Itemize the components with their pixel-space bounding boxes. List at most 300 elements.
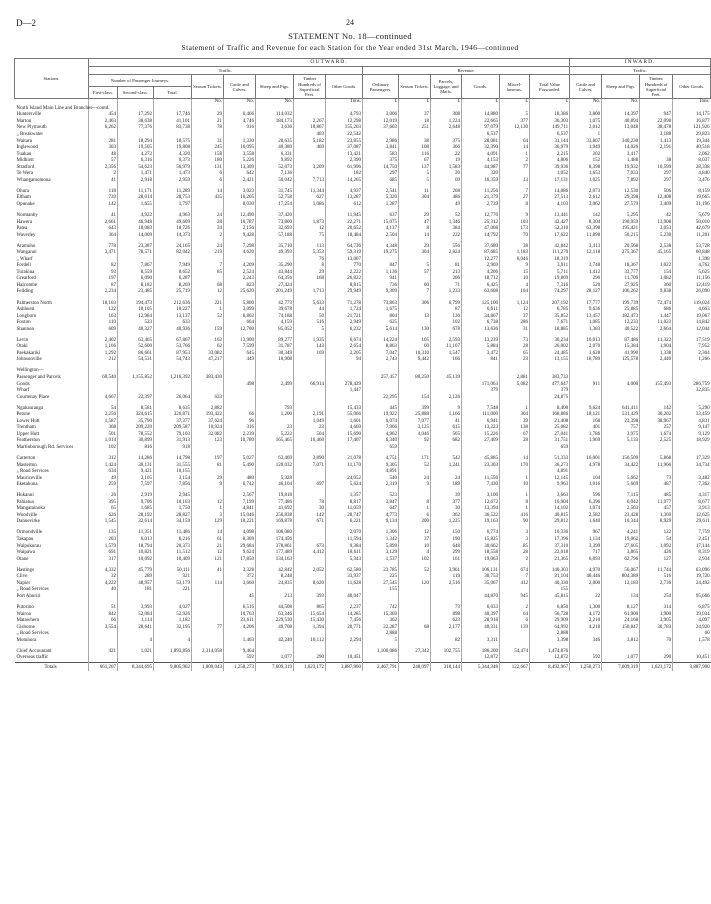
value-cell: 26,822 bbox=[326, 276, 363, 283]
value-cell: 47,217 bbox=[192, 357, 224, 364]
value-cell: 82 bbox=[431, 638, 462, 645]
value-cell: 81 bbox=[192, 463, 224, 470]
station-name: Overseas traffic bbox=[16, 655, 49, 661]
value-cell: 19,505 bbox=[118, 145, 154, 152]
total-cell: 1,258,273 bbox=[570, 662, 602, 671]
value-cell: 14 bbox=[500, 145, 530, 152]
value-cell: 110 bbox=[89, 320, 118, 327]
totals-label: Totals bbox=[15, 662, 89, 671]
value-cell: 2,012 bbox=[570, 125, 602, 132]
value-cell: 8,815 bbox=[326, 283, 363, 290]
value-cell: 4,159 bbox=[256, 320, 294, 327]
value-cell: 37,624 bbox=[192, 419, 224, 426]
value-cell: 28,338 bbox=[673, 165, 711, 172]
value-cell: 520 bbox=[570, 283, 602, 290]
value-cell: 119 bbox=[431, 574, 462, 581]
value-cell: 209,220 bbox=[118, 425, 154, 432]
value-cell: 4,840 bbox=[673, 171, 711, 178]
value-cell: 44 bbox=[294, 307, 326, 314]
value-cell: 6,516 bbox=[224, 605, 256, 612]
value-cell: 52,600 bbox=[118, 344, 154, 351]
value-cell: 142 bbox=[294, 513, 326, 520]
value-cell: 4,963 bbox=[154, 213, 192, 220]
value-cell: 22,018 bbox=[530, 550, 570, 557]
value-cell: 592 bbox=[570, 655, 602, 662]
value-cell: 52 bbox=[431, 213, 462, 220]
value-cell: 516 bbox=[294, 320, 326, 327]
value-cell: 104 bbox=[570, 476, 602, 483]
value-cell: 20 bbox=[431, 171, 462, 178]
value-cell: 945 bbox=[500, 594, 530, 601]
value-cell: 685 bbox=[363, 178, 399, 185]
header-ordinary-passengers: Ordinary Passengers. bbox=[363, 75, 399, 99]
value-cell: 1,447 bbox=[640, 314, 673, 321]
header-cattle: Cattle and Calves. bbox=[224, 75, 256, 99]
value-cell: 1,021 bbox=[118, 649, 154, 656]
value-cell: 1,537 bbox=[363, 557, 399, 564]
value-cell bbox=[500, 655, 530, 662]
total-cell: 3,887,900 bbox=[326, 662, 363, 671]
value-cell: 49 bbox=[431, 202, 462, 209]
value-cell: 1,134 bbox=[570, 537, 602, 544]
value-cell: 633 bbox=[192, 395, 224, 402]
value-cell: 2,239 bbox=[224, 432, 256, 439]
value-cell: 29 bbox=[399, 244, 431, 251]
value-cell: 13,421 bbox=[326, 152, 363, 159]
value-cell: 17,746 bbox=[154, 112, 192, 119]
value-cell: 384 bbox=[431, 226, 462, 233]
value-cell: 2,743 bbox=[363, 357, 399, 364]
value-cell: 169 bbox=[294, 351, 326, 358]
station-name: Ormondville bbox=[16, 530, 43, 536]
value-cell: 52 bbox=[399, 568, 431, 575]
value-cell: 52,758 bbox=[256, 195, 294, 202]
value-cell: 19,808 bbox=[154, 145, 192, 152]
value-cell: 6,425 bbox=[462, 283, 500, 290]
value-cell: 17,396 bbox=[530, 537, 570, 544]
value-cell: 52 bbox=[399, 463, 431, 470]
value-cell: 32,082 bbox=[192, 432, 224, 439]
value-cell: 5,082 bbox=[500, 382, 530, 389]
value-cell: 3,209 bbox=[294, 165, 326, 172]
unit-cell: No. bbox=[192, 99, 224, 106]
value-cell: 6,287 bbox=[154, 276, 192, 283]
value-cell: 46,104 bbox=[256, 482, 294, 489]
value-cell: 12,298 bbox=[326, 119, 363, 126]
value-cell: 7,713 bbox=[294, 178, 326, 185]
value-cell: 1,547 bbox=[431, 351, 462, 358]
value-cell: 66 bbox=[89, 618, 118, 625]
value-cell: 53,179 bbox=[154, 581, 192, 588]
value-cell: 691 bbox=[89, 550, 118, 557]
unit-cell: £ bbox=[462, 99, 500, 106]
value-cell: 321 bbox=[154, 574, 192, 581]
value-cell: 170 bbox=[500, 463, 530, 470]
value-cell: 314 bbox=[640, 605, 673, 612]
value-cell: 5,343 bbox=[326, 557, 363, 564]
value-cell: 25,719 bbox=[154, 289, 192, 296]
value-cell: 33,459 bbox=[673, 412, 711, 419]
total-cell: 7,609,319 bbox=[602, 662, 640, 671]
value-cell: 60 bbox=[399, 344, 431, 351]
value-cell: 222 bbox=[431, 233, 462, 240]
value-cell: 7 bbox=[500, 574, 530, 581]
value-cell: 59,319 bbox=[326, 250, 363, 257]
value-cell: 51,333 bbox=[530, 456, 570, 463]
value-cell: 7,856 bbox=[154, 482, 192, 489]
value-cell: 38 bbox=[500, 244, 530, 251]
value-cell: 11,351 bbox=[118, 530, 154, 537]
value-cell: 17,850 bbox=[224, 557, 256, 564]
value-cell: 49,609 bbox=[154, 220, 192, 227]
header-season-tickets: Season Tickets. bbox=[192, 75, 224, 99]
station-name: Lower Hutt bbox=[16, 418, 40, 424]
value-cell: 14,792 bbox=[462, 233, 500, 240]
value-cell: 3,023 bbox=[224, 189, 256, 196]
value-cell: 27,925 bbox=[602, 283, 640, 290]
value-cell: 4,793 bbox=[326, 112, 363, 119]
value-cell: 10,227 bbox=[154, 307, 192, 314]
value-cell: 5,222 bbox=[256, 432, 294, 439]
station-name: „ Breakwater bbox=[16, 131, 44, 137]
value-cell: 111,270 bbox=[530, 250, 570, 257]
header-other-goods: Other Goods. bbox=[326, 75, 363, 99]
station-name: Eketahuna bbox=[16, 482, 38, 488]
value-cell: 199,739 bbox=[602, 301, 640, 308]
value-cell: 69 bbox=[431, 178, 462, 185]
value-cell: 3,663 bbox=[530, 493, 570, 500]
value-cell: 2,541 bbox=[363, 189, 399, 196]
value-cell: 40 bbox=[89, 587, 118, 594]
value-cell: 2,390 bbox=[326, 158, 363, 165]
value-cell: 671 bbox=[294, 519, 326, 526]
value-cell: 1 bbox=[500, 493, 530, 500]
value-cell: 739 bbox=[89, 195, 118, 202]
value-cell: 23,428 bbox=[602, 513, 640, 520]
value-cell: 41,692 bbox=[256, 506, 294, 513]
value-cell: 2,881 bbox=[500, 375, 530, 382]
value-cell: 31,751 bbox=[530, 438, 570, 445]
value-cell: 181 bbox=[118, 587, 154, 594]
value-cell: 8,620 bbox=[294, 581, 326, 588]
value-cell: 3,890 bbox=[294, 456, 326, 463]
value-cell: 4,222 bbox=[89, 581, 118, 588]
value-cell: 25,620 bbox=[224, 289, 256, 296]
value-cell: 93 bbox=[89, 270, 118, 277]
value-cell: 5,295 bbox=[602, 213, 640, 220]
value-cell: 78,552 bbox=[118, 432, 154, 439]
value-cell: 5,711 bbox=[530, 270, 570, 277]
value-cell: 12,625 bbox=[673, 513, 711, 520]
value-cell: 71,278 bbox=[326, 301, 363, 308]
value-cell: 2 bbox=[500, 605, 530, 612]
value-cell: 24 bbox=[431, 476, 462, 483]
value-cell: 1,233 bbox=[431, 289, 462, 296]
value-cell: 18,575 bbox=[154, 139, 192, 146]
value-cell: 2,156 bbox=[224, 226, 256, 233]
value-cell: 140,303 bbox=[530, 568, 570, 575]
value-cell: 20,771 bbox=[326, 625, 363, 632]
value-cell: 324,615 bbox=[118, 412, 154, 419]
value-cell: 34,867 bbox=[462, 314, 500, 321]
value-cell: 5,230 bbox=[640, 233, 673, 240]
value-cell: 486 bbox=[431, 195, 462, 202]
value-cell: 103 bbox=[500, 220, 530, 227]
value-cell: 10,344 bbox=[602, 519, 640, 526]
value-cell: 3,476 bbox=[673, 178, 711, 185]
value-cell: 155 bbox=[530, 587, 570, 594]
value-cell: 15 bbox=[500, 270, 530, 277]
value-cell: 523 bbox=[118, 320, 154, 327]
value-cell: 2,234 bbox=[89, 289, 118, 296]
value-cell: 17,329 bbox=[673, 456, 711, 463]
value-cell: 498 bbox=[224, 382, 256, 389]
value-cell: 5,320 bbox=[363, 195, 399, 202]
value-cell: 1,383 bbox=[570, 327, 602, 334]
value-cell: 16,787 bbox=[224, 220, 256, 227]
value-cell: 180 bbox=[192, 158, 224, 165]
value-cell: 12 bbox=[500, 307, 530, 314]
value-cell: 1,016 bbox=[570, 482, 602, 489]
value-cell: 24 bbox=[192, 213, 224, 220]
value-cell: 1,969 bbox=[570, 438, 602, 445]
value-cell: 1,114 bbox=[118, 618, 154, 625]
value-cell: 1,077 bbox=[602, 655, 640, 662]
value-cell: 50,042 bbox=[256, 178, 294, 185]
value-cell: 1,086 bbox=[294, 202, 326, 209]
value-cell: 2,919 bbox=[118, 493, 154, 500]
station-name: Pahiatua bbox=[16, 499, 34, 505]
unit-cell: £ bbox=[530, 99, 570, 106]
value-cell: 87 bbox=[431, 307, 462, 314]
value-cell: 44,870 bbox=[462, 594, 500, 601]
value-cell: 16,877 bbox=[673, 119, 711, 126]
value-cell: 2,582 bbox=[570, 513, 602, 520]
value-cell: 531,429 bbox=[602, 412, 640, 419]
value-cell: 29 bbox=[192, 112, 224, 119]
value-cell: 4,348 bbox=[363, 244, 399, 251]
value-cell: 9 bbox=[500, 213, 530, 220]
value-cell: 14,175 bbox=[673, 112, 711, 119]
value-cell: 168 bbox=[570, 419, 602, 426]
station-name: Mauriceville bbox=[16, 475, 43, 481]
value-cell: 8,559 bbox=[118, 270, 154, 277]
value-cell: 4,620 bbox=[224, 250, 256, 257]
value-cell: 72,474 bbox=[640, 301, 673, 308]
value-cell: 16,904 bbox=[530, 500, 570, 507]
unit-cell bbox=[640, 99, 673, 106]
value-cell: 65 bbox=[500, 351, 530, 358]
value-cell: 364 bbox=[89, 233, 118, 240]
value-cell: 194,473 bbox=[118, 301, 154, 308]
value-cell: 5,353 bbox=[294, 250, 326, 257]
value-cell: 23,611 bbox=[224, 618, 256, 625]
value-cell: 6,537 bbox=[530, 132, 570, 139]
value-cell: 15,384 bbox=[602, 344, 640, 351]
station-name: Whangamomona bbox=[16, 177, 51, 183]
value-cell: 9,147 bbox=[673, 425, 711, 432]
value-cell: 395 bbox=[89, 500, 118, 507]
value-cell: 85,052 bbox=[256, 327, 294, 334]
value-cell: 209,587 bbox=[154, 425, 192, 432]
value-cell: 7,047 bbox=[363, 351, 399, 358]
value-cell: 35,067 bbox=[462, 581, 500, 588]
value-cell: 9,636 bbox=[570, 307, 602, 314]
value-cell: 816 bbox=[118, 445, 154, 452]
unit-cell: No. bbox=[256, 99, 294, 106]
value-cell: 24,052 bbox=[326, 476, 363, 483]
value-cell: 57 bbox=[399, 270, 431, 277]
value-cell: 9,838 bbox=[640, 289, 673, 296]
value-cell: 7,115 bbox=[602, 493, 640, 500]
value-cell: 6,074 bbox=[363, 419, 399, 426]
table-body bbox=[15, 99, 711, 672]
value-cell: 186,200 bbox=[462, 649, 500, 656]
value-cell: 22,271 bbox=[326, 220, 363, 227]
value-cell: 63,465 bbox=[118, 338, 154, 345]
value-cell: 32,390 bbox=[462, 145, 500, 152]
station-name: Te Wera bbox=[16, 171, 34, 177]
value-cell: 1,935 bbox=[294, 338, 326, 345]
value-cell: 6,340 bbox=[363, 438, 399, 445]
value-cell: 5,290 bbox=[673, 406, 711, 413]
value-cell: 15,369 bbox=[363, 612, 399, 619]
value-cell: 645 bbox=[224, 351, 256, 358]
value-cell: 916 bbox=[224, 125, 256, 132]
value-cell: 50,111 bbox=[154, 568, 192, 575]
station-name: Inglewood bbox=[16, 145, 38, 151]
value-cell: 31,787 bbox=[256, 344, 294, 351]
value-cell: 18 bbox=[399, 119, 431, 126]
value-cell: 138 bbox=[500, 425, 530, 432]
value-cell: 34 bbox=[192, 226, 224, 233]
value-cell: 1,182 bbox=[154, 618, 192, 625]
value-cell: 152 bbox=[570, 158, 602, 165]
value-cell: 158 bbox=[192, 152, 224, 159]
value-cell: 9,706 bbox=[118, 500, 154, 507]
value-cell: 11,256 bbox=[462, 189, 500, 196]
value-cell: 9,892 bbox=[256, 158, 294, 165]
value-cell: 6 bbox=[500, 618, 530, 625]
value-cell: 10,092 bbox=[118, 557, 154, 564]
value-cell: 30,234 bbox=[530, 338, 570, 345]
value-cell: 637 bbox=[363, 213, 399, 220]
value-cell: 23 bbox=[256, 425, 294, 432]
value-cell: 1,077 bbox=[256, 655, 294, 662]
value-cell: 125,578 bbox=[602, 357, 640, 364]
value-cell: 75 bbox=[294, 233, 326, 240]
value-cell: 7,362 bbox=[673, 482, 711, 489]
total-cell: 661,207 bbox=[89, 662, 118, 671]
value-cell: 143 bbox=[294, 344, 326, 351]
value-cell: 10 bbox=[500, 276, 530, 283]
value-cell: 11,171 bbox=[118, 189, 154, 196]
value-cell: 1,750 bbox=[154, 506, 192, 513]
station-name: Matawhero bbox=[16, 618, 40, 624]
value-cell: 24 bbox=[399, 476, 431, 483]
station-name: Longburn bbox=[16, 313, 37, 319]
value-cell: 18,386 bbox=[530, 112, 570, 119]
unit-cell bbox=[294, 99, 326, 106]
value-cell: 121,926 bbox=[673, 125, 711, 132]
value-cell: 77 bbox=[192, 625, 224, 632]
value-cell: 221 bbox=[154, 587, 192, 594]
value-cell: 18,083 bbox=[118, 226, 154, 233]
value-cell: 30,202 bbox=[640, 412, 673, 419]
value-cell: 119,024 bbox=[673, 301, 711, 308]
value-cell: 9,428 bbox=[224, 233, 256, 240]
unit-cell: £ bbox=[399, 99, 431, 106]
value-cell: 2,824 bbox=[431, 250, 462, 257]
value-cell: 11,709 bbox=[602, 276, 640, 283]
value-cell: 4,891 bbox=[363, 469, 399, 476]
value-cell: 12,672 bbox=[462, 500, 500, 507]
value-cell: 15,433 bbox=[326, 406, 363, 413]
value-cell: 197 bbox=[192, 456, 224, 463]
station-name: Marton bbox=[16, 118, 32, 124]
value-cell: 1,330 bbox=[224, 139, 256, 146]
unit-cell: No. bbox=[224, 99, 256, 106]
value-cell: 10,112 bbox=[294, 638, 326, 645]
value-cell: 26,090 bbox=[673, 289, 711, 296]
value-cell: 11,167 bbox=[431, 344, 462, 351]
value-cell: 14,086 bbox=[530, 189, 570, 196]
value-cell: 3,812 bbox=[602, 638, 640, 645]
value-cell: 15,690 bbox=[326, 432, 363, 439]
value-cell: 1,640 bbox=[570, 519, 602, 526]
value-cell: 154 bbox=[640, 270, 673, 277]
value-cell: 94 bbox=[326, 357, 363, 364]
value-cell: 28,747 bbox=[326, 513, 363, 520]
value-cell: 29,823 bbox=[673, 132, 711, 139]
station-name: Ngahauranga bbox=[16, 405, 44, 411]
unit-cell: £ bbox=[431, 99, 462, 106]
value-cell: 64 bbox=[500, 139, 530, 146]
value-cell: 2,567 bbox=[224, 493, 256, 500]
value-cell: 2,664 bbox=[640, 327, 673, 334]
value-cell: 804 bbox=[363, 314, 399, 321]
value-cell: 4,320 bbox=[154, 152, 192, 159]
value-cell: 19,275 bbox=[363, 250, 399, 257]
value-cell: 286,759 bbox=[673, 382, 711, 389]
value-cell: 18,789 bbox=[570, 357, 602, 364]
value-cell: 7,892 bbox=[602, 178, 640, 185]
value-cell: 22,397 bbox=[118, 395, 154, 402]
value-cell: 87 bbox=[89, 283, 118, 290]
value-cell: 941 bbox=[363, 276, 399, 283]
station-name: Palmerston North bbox=[16, 300, 52, 306]
value-cell: 121 bbox=[192, 557, 224, 564]
value-cell: 2,222 bbox=[326, 270, 363, 277]
value-cell: 2,524 bbox=[224, 270, 256, 277]
value-cell: 123 bbox=[192, 438, 224, 445]
value-cell: 3,800 bbox=[570, 112, 602, 119]
value-cell: 13,457 bbox=[570, 314, 602, 321]
value-cell: 12,019 bbox=[363, 119, 399, 126]
value-cell: 1,216,392 bbox=[154, 375, 192, 382]
station-name: Opunake bbox=[16, 201, 35, 207]
unit-cell: No. bbox=[602, 99, 640, 106]
value-cell: 159 bbox=[192, 327, 224, 334]
value-cell: 36,273 bbox=[530, 463, 570, 470]
value-cell: 135 bbox=[89, 530, 118, 537]
value-cell: 4,970 bbox=[570, 568, 602, 575]
value-cell: 25,312 bbox=[462, 220, 500, 227]
value-cell: 2,356 bbox=[89, 165, 118, 172]
value-cell: 4,746 bbox=[224, 119, 256, 126]
value-cell: 29 bbox=[399, 213, 431, 220]
value-cell: 60 bbox=[399, 283, 431, 290]
